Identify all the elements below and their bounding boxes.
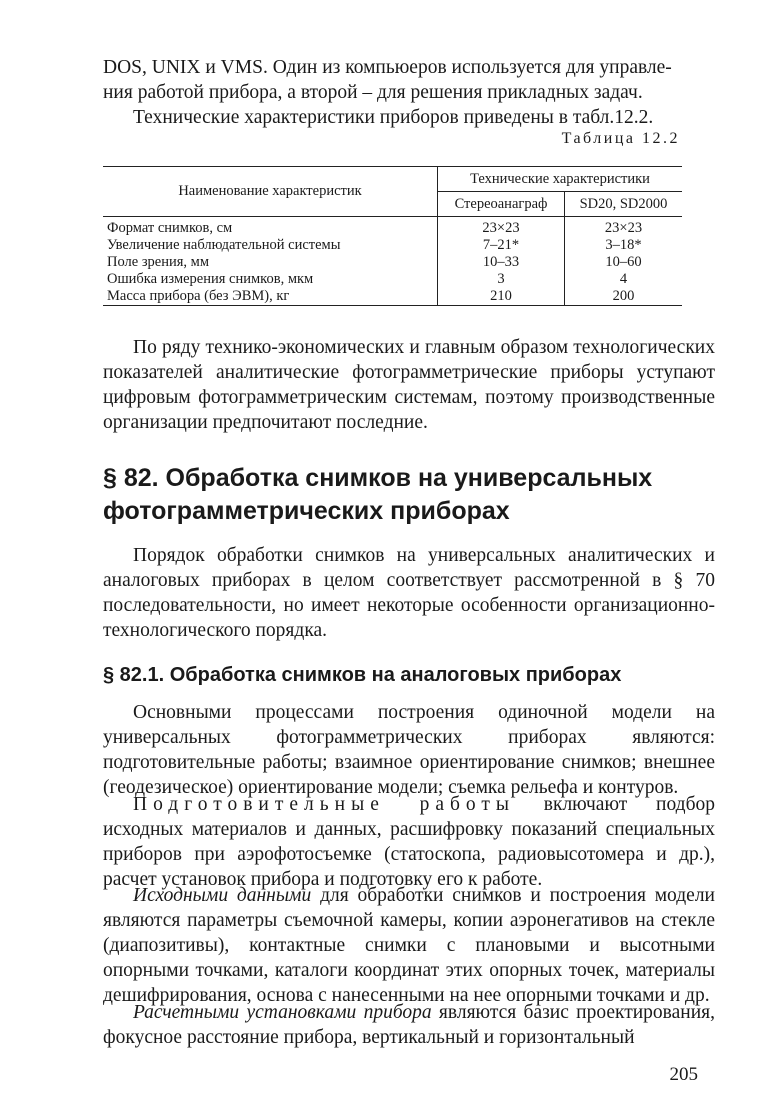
table-cell-value: 200: [565, 288, 683, 306]
table-row: [103, 271, 682, 288]
input-data-text: для обработки снимков и построения модели являются параметры съемочной камеры, копии аэронегативов на стекле (диапозитивы), контактные снимки с плановыми и высотными опорными точками, каталоги координат этих опорных точек, материалы дешифрирования, основа с нанесенными на нее опорными точками и др.: [103, 885, 715, 1006]
table-cell-value: 23×23: [565, 217, 683, 238]
intro-line-1: DOS, UNIX и VMS. Один из компьюеров используется для управле-: [103, 57, 672, 78]
table-row: [103, 217, 682, 238]
specs-table: [103, 166, 682, 306]
table-caption: Таблица 12.2: [561, 130, 680, 147]
input-data-paragraph: [103, 883, 715, 1008]
table-cell-value: 4: [565, 271, 683, 288]
table-cell-value: 3: [438, 271, 565, 288]
table-cell-name: Поле зрения, мм: [107, 254, 210, 270]
intro-paragraph: [103, 55, 715, 105]
table-cell-value: 10–60: [565, 254, 683, 271]
input-data-term: Исходными данными: [133, 885, 312, 906]
table-row: [103, 254, 682, 271]
preparation-text: включают подбор исходных материалов и данных, расшифровку показаний специальных приборов при аэрофотосъемке (статоскопа, радиовысотомера и др.), расчет установок прибора и подготовку его к работе.: [103, 794, 715, 890]
order-paragraph: Порядок обработки снимков на универсальных аналитических и аналоговых приборах в целом соответствует рассмотренной в § 70 последовательности, но имеет некоторые особенности организационно-технологического порядка.: [103, 545, 715, 641]
intro-line-2: ния работой прибора, а второй – для решения прикладных задач.: [103, 82, 643, 103]
table-row: [103, 237, 682, 254]
calculated-settings-text: являются базис проектирования, фокусное расстояние прибора, вертикальный и горизонтальный: [103, 1002, 715, 1048]
preparation-term: Подготовительные работы: [133, 794, 516, 815]
table-cell-name: Увеличение наблюдательной системы: [107, 237, 341, 253]
table-cell-value: 210: [438, 288, 565, 306]
table-header-col2: SD20, SD2000: [565, 192, 683, 217]
table-cell-value: 3–18*: [565, 237, 683, 254]
table-header-col1: Стереоанаграф: [438, 192, 565, 217]
main-processes-paragraph: Основными процессами построения одиночной модели на универсальных фотограмметрических приборах являются: подготовительные работы; взаимное ориентирование снимков; внешнее (геодезическое) ориентирование модели; съемка рельефа и контуров.: [103, 702, 715, 798]
table-cell-name: Ошибка измерения снимков, мкм: [107, 271, 314, 287]
table-header-name: Наименование характеристик: [103, 167, 438, 217]
tech-reference-paragraph: Технические характеристики приборов приведены в табл.12.2.: [133, 107, 654, 128]
section-title: [103, 462, 723, 528]
table-cell-name: Формат снимков, см: [103, 217, 438, 238]
preparation-paragraph: [103, 792, 715, 892]
table-header-group: Технические характеристики: [438, 167, 683, 192]
subsection-title: § 82.1. Обработка снимков на аналоговых приборах: [103, 664, 622, 686]
calculated-settings-term: Расчетными установками прибора: [133, 1002, 432, 1023]
section-title-line-1: § 82. Обработка снимков на универсальных: [103, 464, 653, 492]
calculated-settings-paragraph: [103, 1000, 715, 1050]
table-row: [103, 288, 682, 306]
economics-paragraph: По ряду технико-экономических и главным образом технологических показателей аналитические фотограмметрические приборы уступают цифровым фотограмметрическим системам, поэтому производственные организации предпочитают последние.: [103, 337, 715, 433]
table-cell-value: 7–21*: [438, 237, 565, 254]
section-title-line-2: фотограмметрических приборах: [103, 497, 510, 525]
page-number: 205: [669, 1064, 698, 1085]
table-cell-value: 23×23: [438, 217, 565, 238]
table-cell-value: 10–33: [438, 254, 565, 271]
table-cell-name: Масса прибора (без ЭВМ), кг: [103, 288, 438, 306]
